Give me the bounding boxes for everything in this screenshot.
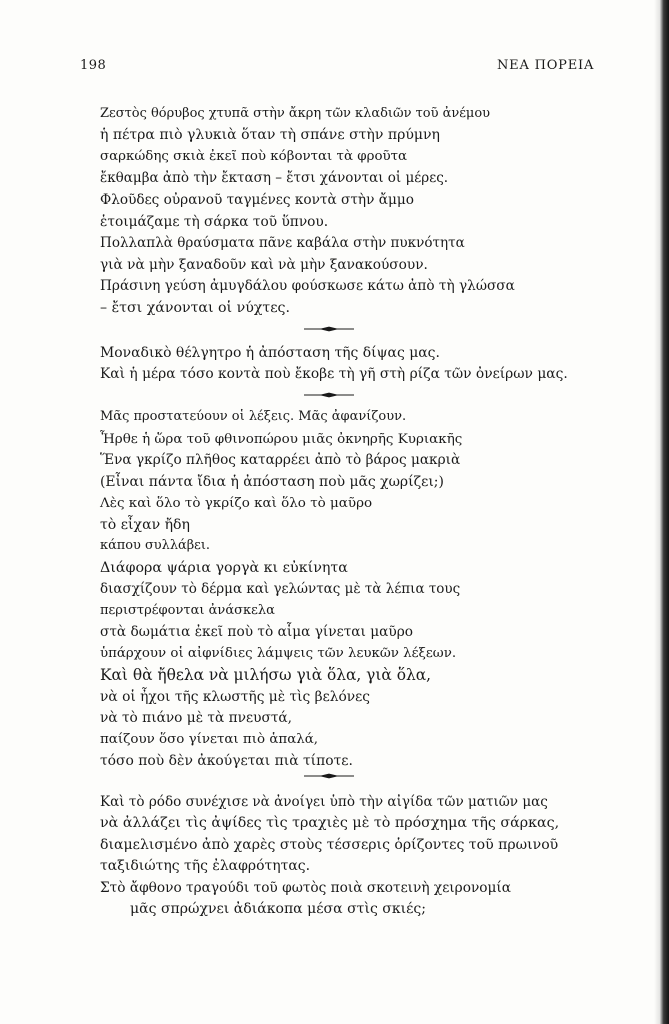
poem-line: ὑπάρχουν οἱ αἰφνίδιες λάμψεις τῶν λευκῶν λέξεων.: [100, 646, 457, 661]
poem-line: νὰ ἀλλάζει τὶς ἀψίδες τὶς τραχιὲς μὲ τὸ πρόσχημα τῆς σάρκας,: [100, 815, 560, 831]
poem-line: (Εἶναι πάντα ἴδια ἡ ἀπόσταση ποὺ μᾶς χωρίζει;): [100, 474, 444, 490]
poem-line: Καὶ ἡ μέρα τόσο κοντὰ ποὺ ἔκοβε τὴ γῆ στὴ ρίζα τῶν ὀνείρων μας.: [100, 366, 568, 382]
poem-line: παίζουν ὅσο γίνεται πιὸ ἁπαλά,: [100, 732, 319, 747]
poem-line: μᾶς σπρώχνει ἀδιάκοπα μέσα στὶς σκιές;: [130, 901, 427, 917]
poem-line: διασχίζουν τὸ δέρμα καὶ γελώντας μὲ τὰ λέπια τους: [100, 581, 461, 597]
poem-line: γιὰ νὰ μὴν ξαναδοῦν καὶ νὰ μὴν ξανακούσουν.: [100, 257, 428, 273]
section-divider-ornament: [303, 391, 355, 399]
poem-line: Ἕνα γκρίζο πλῆθος καταρρέει ἀπὸ τὸ βάρος μακριὰ: [100, 452, 461, 468]
book-binding-edge: [660, 0, 669, 1024]
poem-line: Μᾶς προστατεύουν οἱ λέξεις. Μᾶς ἀφανίζουν.: [100, 409, 407, 424]
poem-line: ταξιδιώτης τῆς ἐλαφρότητας.: [100, 858, 311, 874]
poem-line: Στὸ ἄφθονο τραγούδι τοῦ φωτὸς ποιὰ σκοτεινὴ χειρονομία: [100, 880, 512, 896]
page-number: 198: [80, 58, 107, 73]
poem-line: ἔκθαμβα ἀπὸ τὴν ἔκταση – ἔτσι χάνονται οἱ μέρες.: [100, 170, 449, 186]
poem-line: Καὶ τὸ ρόδο συνέχισε νὰ ἀνοίγει ὑπὸ τὴν αἰγίδα τῶν ματιῶν μας: [100, 794, 548, 810]
poem-line: τὸ εἶχαν ἤδη: [100, 517, 190, 533]
running-title: ΝΕΑ ΠΟΡΕΙΑ: [497, 58, 595, 73]
poem-line: νὰ οἱ ἦχοι τῆς κλωστῆς μὲ τὶς βελόνες: [100, 689, 371, 705]
poem-line: τόσο ποὺ δὲν ἀκούγεται πιὰ τίποτε.: [100, 753, 353, 769]
poem-line: διαμελισμένο ἀπὸ χαρὲς στοὺς τέσσερις ὁρίζοντες τοῦ πρωινοῦ: [100, 837, 559, 853]
poem-line: Λὲς καὶ ὅλο τὸ γκρίζο καὶ ὅλο τὸ μαῦρο: [100, 495, 373, 511]
poem-line: Ζεστὸς θόρυβος χτυπᾶ στὴν ἄκρη τῶν κλαδιῶν τοῦ ἀνέμου: [100, 106, 491, 121]
poem-line: σαρκώδης σκιὰ ἐκεῖ ποὺ κόβονται τὰ φροῦτα: [100, 149, 408, 164]
poem-line: ἑτοιμάζαμε τὴ σάρκα τοῦ ὕπνου.: [100, 214, 329, 230]
poem-line: Καὶ θὰ ἤθελα νὰ μιλήσω γιὰ ὅλα, γιὰ ὅλα,: [100, 666, 432, 684]
poem-line: Ἦρθε ἡ ὥρα τοῦ φθινοπώρου μιᾶς ὀκνηρῆς Κυριακῆς: [100, 431, 463, 447]
poem-line: Φλοῦδες οὐρανοῦ ταγμένες κοντὰ στὴν ἄμμο: [100, 192, 414, 208]
poem-line: Διάφορα ψάρια γοργὰ κι εὐκίνητα: [100, 560, 348, 576]
section-divider-ornament: [303, 325, 355, 333]
poem-line: στὰ δωμάτια ἐκεῖ ποὺ τὸ αἷμα γίνεται μαῦρο: [100, 624, 414, 640]
poem-line: – ἔτσι χάνονται οἱ νύχτες.: [100, 300, 290, 316]
poem-line: Πράσινη γεύση ἀμυγδάλου φούσκωσε κάτω ἀπὸ τὴ γλώσσα: [100, 278, 515, 294]
section-divider-ornament: [303, 772, 355, 780]
poem-line: περιστρέφονται ἀνάσκελα: [100, 603, 275, 618]
poem-line: ἡ πέτρα πιὸ γλυκιὰ ὅταν τὴ σπάνε στὴν πρύμνη: [100, 127, 440, 143]
poem-line: νὰ τὸ πιάνο μὲ τὰ πνευστά,: [100, 710, 293, 726]
poem-line: κάπου συλλάβει.: [100, 538, 211, 553]
poem-line: Μοναδικὸ θέλγητρο ἡ ἀπόσταση τῆς δίψας μας.: [100, 345, 440, 361]
poem-line: Πολλαπλὰ θραύσματα πᾶνε καβάλα στὴν πυκνότητα: [100, 235, 465, 251]
